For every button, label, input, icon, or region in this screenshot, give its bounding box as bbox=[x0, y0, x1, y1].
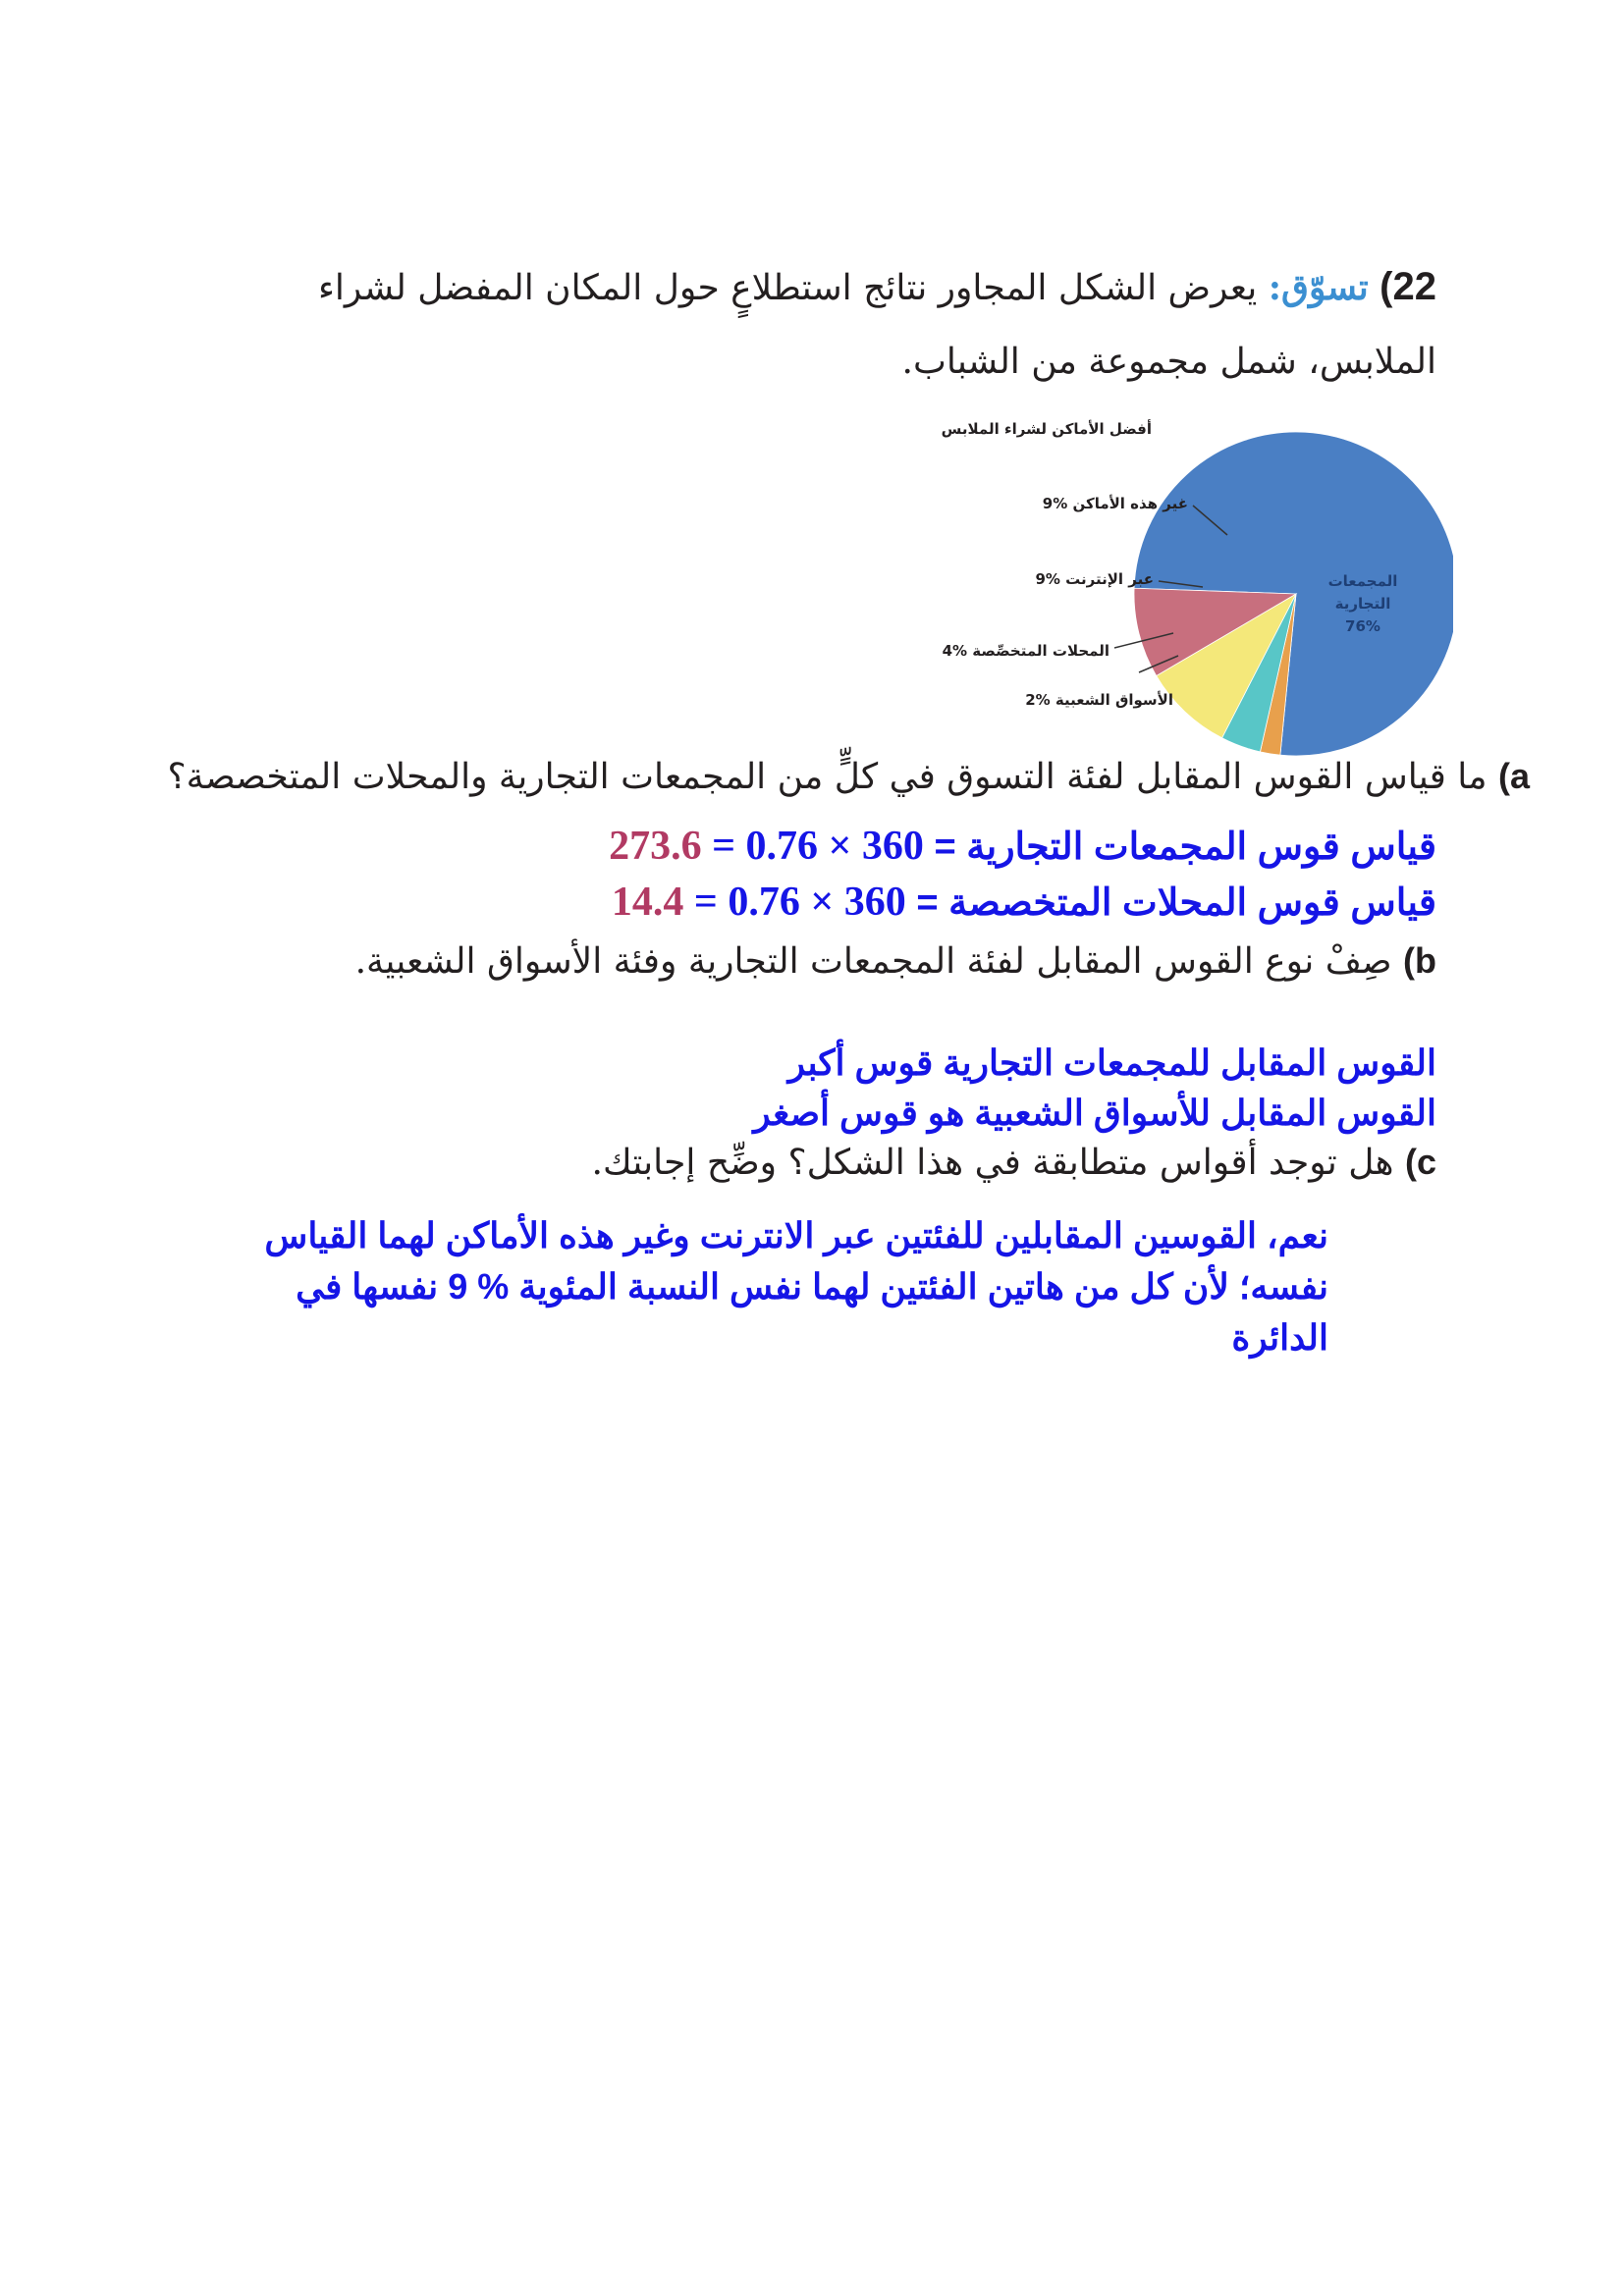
part-a-answer-2-result: 14.4 bbox=[611, 880, 684, 925]
label-other: غير هذه الأماكن %9 bbox=[1042, 495, 1188, 512]
part-a-answer-1-label: قياس قوس المجمعات التجارية = bbox=[934, 827, 1436, 868]
question-text-1: يعرض الشكل المجاور نتائج استطلاعٍ حول المكان المفضل لشراء bbox=[317, 268, 1258, 308]
part-b-answer-2: القوس المقابل للأسواق الشعبية هو قوس أصغر bbox=[753, 1093, 1436, 1133]
part-c-answer-2: نفسه؛ لأن كل من هاتين الفئتين لهما نفس النسبة المئوية % 9 نفسها في bbox=[296, 1266, 1328, 1307]
part-c-answer-3: الدائرة bbox=[1231, 1317, 1328, 1358]
part-b-text: صِفْ نوع القوس المقابل لفئة المجمعات التجارية وفئة الأسواق الشعبية. bbox=[354, 941, 1392, 982]
part-c-answer-1: نعم، القوسين المقابلين للفئتين عبر الانترنت وغير هذه الأماكن لهما القياس bbox=[264, 1215, 1328, 1255]
part-a-answer-1-expr: 273.6 = 0.76 × 360 bbox=[609, 824, 924, 869]
part-a-answer-2-label: قياس قوس المحلات المتخصصة = bbox=[916, 882, 1436, 924]
part-c-question bbox=[592, 1142, 1437, 1183]
part-a-text: ما قياس القوس المقابل لفئة التسوق في كلٍّ من المجمعات التجارية والمحلات المتخصصة؟ bbox=[167, 757, 1488, 797]
part-a-answer-2-expr: 14.4 = 0.76 × 360 bbox=[611, 880, 906, 925]
label-internet: عبر الإنترنت %9 bbox=[1035, 570, 1154, 588]
label-popular: الأسواق الشعبية %2 bbox=[1025, 691, 1173, 709]
chart-title: أفضل الأماكن لشراء الملابس bbox=[941, 420, 1152, 438]
pie-chart bbox=[864, 432, 1453, 766]
part-a-answer-1 bbox=[609, 823, 1436, 870]
part-a-answer-2 bbox=[612, 879, 1436, 926]
question-line-2 bbox=[902, 342, 1436, 382]
part-a-question bbox=[168, 756, 1530, 797]
question-text-2: الملابس، شمل مجموعة من الشباب. bbox=[901, 342, 1436, 382]
question-line-1 bbox=[318, 265, 1436, 309]
question-number: 22) bbox=[1380, 265, 1436, 308]
part-c-text: هل توجد أقواس متطابقة في هذا الشكل؟ وضِّح إجابتك. bbox=[591, 1143, 1394, 1183]
part-a-letter: a) bbox=[1497, 756, 1530, 796]
label-malls-pct: 76% bbox=[1345, 617, 1380, 635]
part-b-answer-1: القوس المقابل للمجمعات التجارية قوس أكبر bbox=[787, 1042, 1436, 1083]
part-b-letter: b) bbox=[1403, 940, 1436, 981]
label-malls-line2: التجارية bbox=[1334, 595, 1391, 613]
label-specialty: المحلات المتخصِّصة %4 bbox=[942, 642, 1109, 660]
label-malls-line1: المجمعات bbox=[1327, 572, 1398, 590]
part-a-answer-1-result: 273.6 bbox=[609, 824, 702, 869]
pie-slices bbox=[1134, 432, 1453, 756]
part-b-question bbox=[355, 940, 1436, 982]
part-c-letter: c) bbox=[1404, 1142, 1436, 1182]
question-topic: تسوّق: bbox=[1268, 267, 1369, 308]
